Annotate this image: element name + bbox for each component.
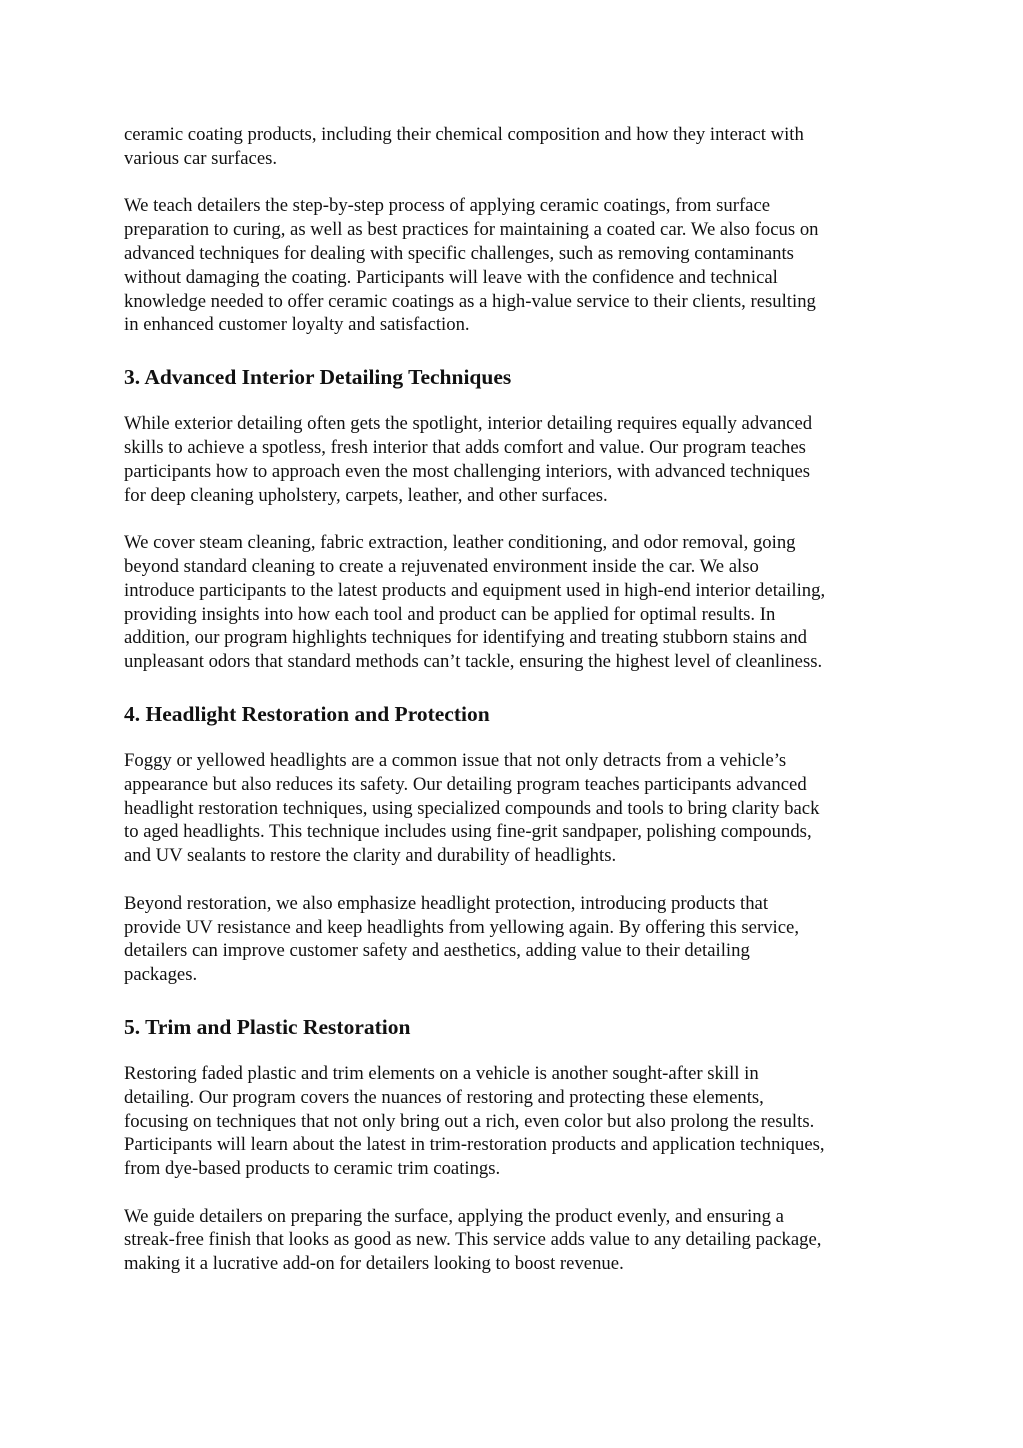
section-heading-trim: 5. Trim and Plastic Restoration <box>124 1014 411 1039</box>
headlight-paragraph-1: Foggy or yellowed headlights are a common issue that not only detracts from a vehicle’s appearance but also reduces its safety. Our detailing program teaches participants advanced headlight restoration techniques, using specialized compounds and tools to bring clarity back to aged headlights. This technique includes using fine-grit sandpaper, polishing compounds, and UV sealants to restore the clarity and durability of headlights. <box>124 749 820 867</box>
trim-paragraph-2: We guide detailers on preparing the surface, applying the product evenly, and ensuring a streak-free finish that looks as good as new. This service adds value to any detailing package, making it a lucrative add-on for detailers looking to boost revenue. <box>124 1205 822 1275</box>
section-heading-interior: 3. Advanced Interior Detailing Techniques <box>124 365 512 390</box>
section-heading-headlight: 4. Headlight Restoration and Protection <box>124 701 490 726</box>
trim-paragraph-1: Restoring faded plastic and trim elements on a vehicle is another sought-after skill in detailing. Our program covers the nuances of restoring and protecting these elements, focusing on techniques that not only bring out a rich, even color but also prolong the results. Participants will learn about the latest in trim-restoration products and application techniques, from dye-based products to ceramic trim coatings. <box>124 1062 825 1180</box>
intro-paragraph-1: ceramic coating products, including their chemical composition and how they interact with various car surfaces. <box>124 124 804 169</box>
interior-paragraph-2: We cover steam cleaning, fabric extraction, leather conditioning, and odor removal, going beyond standard cleaning to create a rejuvenated environment inside the car. We also introduce participants to the latest products and equipment used in high-end interior detailing, providing insights into how each tool and product can be applied for optimal results. In addition, our program highlights techniques for identifying and treating stubborn stains and unpleasant odors that standard methods can’t tackle, ensuring the highest level of cleanliness. <box>124 532 826 673</box>
interior-paragraph-1: While exterior detailing often gets the spotlight, interior detailing requires equally advanced skills to achieve a spotless, fresh interior that adds comfort and value. Our program teaches participants how to approach even the most challenging interiors, with advanced techniques for deep cleaning upholstery, carpets, leather, and other surfaces. <box>124 413 813 506</box>
headlight-paragraph-2: Beyond restoration, we also emphasize headlight protection, introducing products that provide UV resistance and keep headlights from yellowing again. By offering this service, detailers can improve customer safety and aesthetics, adding value to their detailing packages. <box>124 892 799 986</box>
document-body <box>124 123 914 1276</box>
intro-paragraph-2: We teach detailers the step-by-step process of applying ceramic coatings, from surface preparation to curing, as well as best practices for maintaining a coated car. We also focus on advanced techniques for dealing with specific challenges, such as removing contaminants without damaging the coating. Participants will leave with the confidence and technical knowledge needed to offer ceramic coatings as a high-value service to their clients, resulting in enhanced customer loyalty and satisfaction. <box>124 195 819 336</box>
